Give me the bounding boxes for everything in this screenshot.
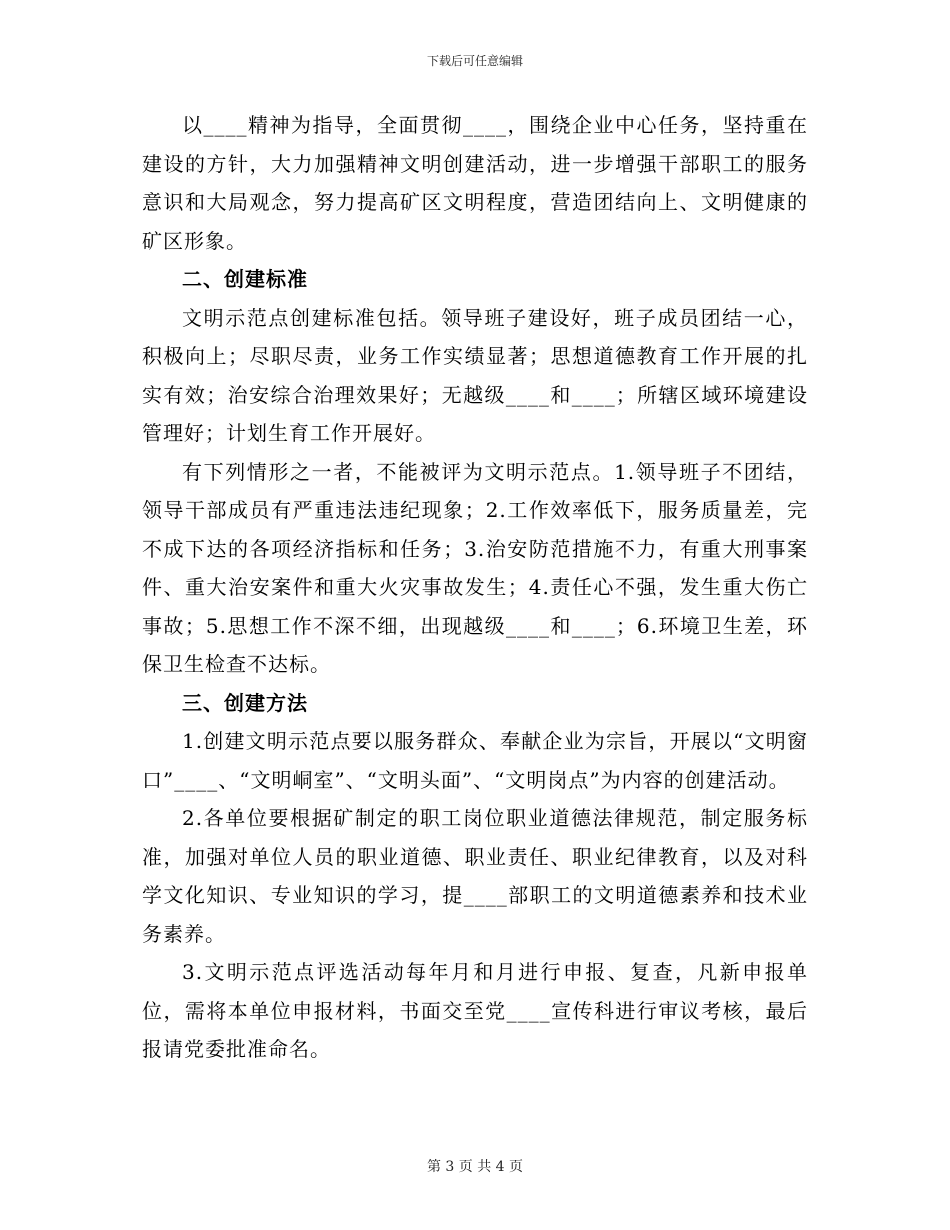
method-paragraph-1: 1.创建文明示范点要以服务群众、奉献企业为宗旨，开展以“文明窗口”____、“文明峒室”、“文明头面”、“文明岗点”为内容的创建活动。 xyxy=(142,729,808,792)
method-paragraph-2: 2.各单位要根据矿制定的职工岗位职业道德法律规范，制定服务标准，加强对单位人员的职业道德、职业责任、职业纪律教育，以及对科学文化知识、专业知识的学习，提____部职工的文明道德素养和技术业务素养。 xyxy=(142,806,808,946)
page-header: 下载后可任意编辑 xyxy=(426,54,523,68)
disqualification-paragraph: 有下列情形之一者，不能被评为文明示范点。1.领导班子不团结，领导干部成员有严重违法违纪现象；2.工作效率低下，服务质量差，完不成下达的各项经济指标和任务；3.治安防范措施不力，有重大刑事案件、重大治安案件和重大火灾事故发生；4.责任心不强，发生重大伤亡事故；5.思想工作不深不细，出现越级____和____；6.环境卫生差，环保卫生检查不达标。 xyxy=(142,459,808,676)
method-paragraph-3: 3.文明示范点评选活动每年月和月进行申报、复查，凡新申报单位，需将本单位申报材料，书面交至党____宣传科进行审议考核，最后报请党委批准命名。 xyxy=(142,960,808,1061)
document-body xyxy=(142,106,808,1069)
section-heading-methods: 三、创建方法 xyxy=(182,690,308,715)
section-heading-standards: 二、创建标准 xyxy=(182,267,308,291)
intro-paragraph: 以____精神为指导，全面贯彻____，围绕企业中心任务，坚持重在建设的方针，大力加强精神文明创建活动，进一步增强干部职工的服务意识和大局观念，努力提高矿区文明程度，营造团结向上、文明健康的矿区形象。 xyxy=(142,113,808,253)
standards-paragraph: 文明示范点创建标准包括。领导班子建设好，班子成员团结一心，积极向上；尽职尽责，业务工作实绩显著；思想道德教育工作开展的扎实有效；治安综合治理效果好；无越级____和____；所辖区域环境建设管理好；计划生育工作开展好。 xyxy=(142,305,808,445)
page-number-footer: 第 3 页 共 4 页 xyxy=(426,1159,524,1175)
